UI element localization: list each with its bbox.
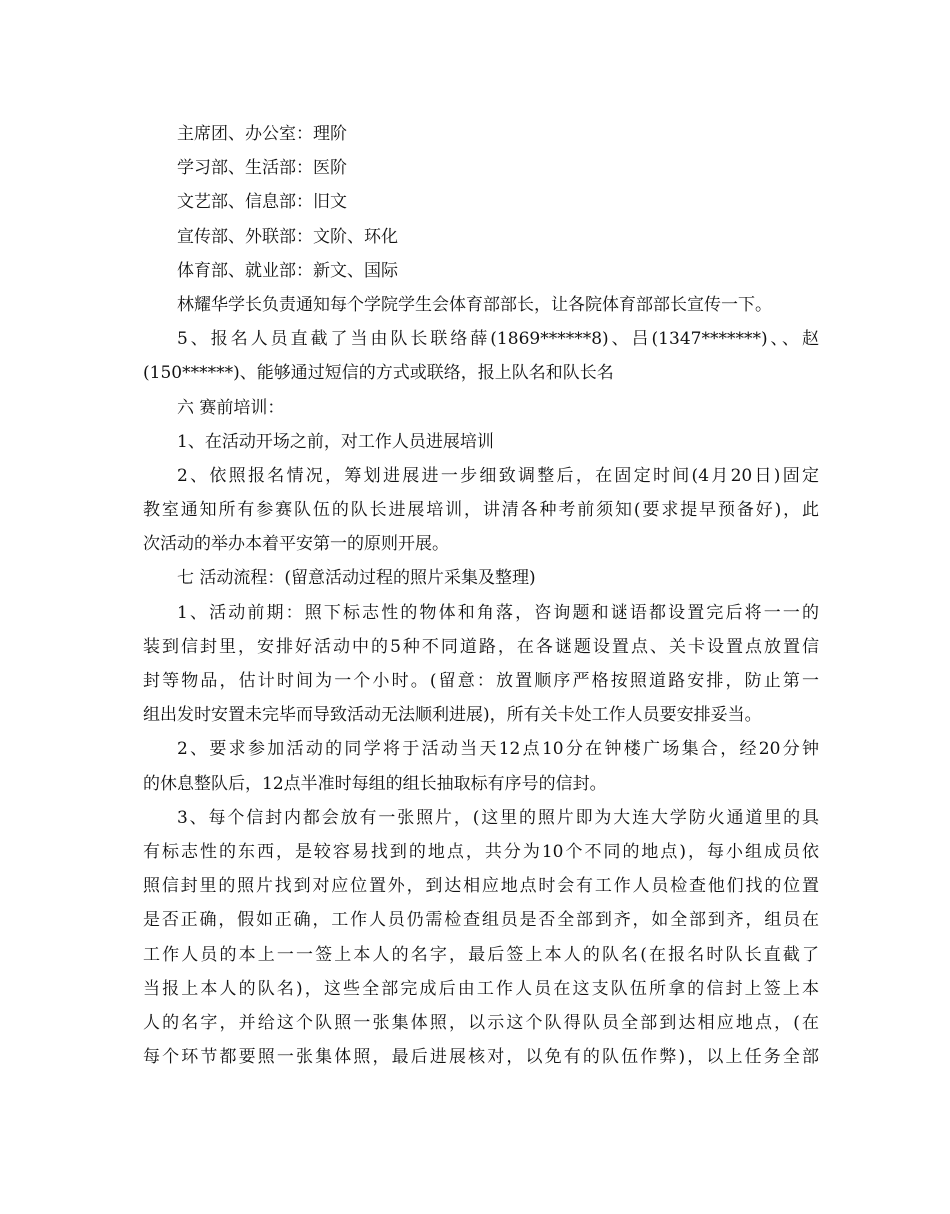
text-line: 每个环节都要照一张集体照，最后进展核对，以免有的队伍作弊)，以上任务全部 (143, 1047, 819, 1068)
text-line: 1、在活动开场之前，对工作人员进展培训 (177, 431, 494, 452)
text-line: 3、每个信封内都会放有一张照片，(这里的照片即为大连大学防火通道里的具 (177, 807, 819, 828)
text-line: 装到信封里，安排好活动中的5种不同道路，在各谜题设置点、关卡设置点放置信 (143, 636, 819, 657)
text-line: 人的名字，并给这个队照一张集体照，以示这个队得队员全部到达相应地点，(在 (143, 1012, 819, 1033)
text-line: 林耀华学长负责通知每个学院学生会体育部部长，让各院体育部部长宣传一下。 (177, 294, 772, 315)
text-line: 照信封里的照片找到对应位置外，到达相应地点时会有工作人员检查他们找的位置 (143, 876, 819, 897)
text-line: 当报上本人的队名)，这些全部完成后由工作人员在这支队伍所拿的信封上签上本 (143, 978, 819, 999)
text-line: (150******)、能够通过短信的方式或联络，报上队名和队长名 (143, 363, 614, 384)
text-line: 的休息整队后，12点半准时每组的组长抽取标有序号的信封。 (143, 773, 607, 794)
section-heading: 六 赛前培训： (177, 397, 285, 418)
text-line: 文艺部、信息部：旧文 (177, 192, 347, 213)
text-line: 主席团、办公室：理阶 (177, 124, 347, 144)
text-line: 是否正确，假如正确，工作人员仍需检查组员是否全部到齐，如全部到齐，组员在 (143, 910, 819, 931)
section-heading: 七 活动流程：(留意活动过程的照片采集及整理) (177, 568, 536, 589)
text-line: 组出发时安置未完毕而导致活动无法顺利进展)，所有关卡处工作人员要安排妥当。 (143, 705, 762, 726)
text-line: 封等物品，估计时间为一个小时。(留意：放置顺序严格按照道路安排，防止第一 (143, 671, 819, 691)
text-line: 宣传部、外联部：文阶、环化 (177, 226, 398, 247)
text-line: 1、活动前期：照下标志性的物体和角落，咨询题和谜语都设置完后将一一的 (177, 602, 819, 623)
text-line: 2、依照报名情况，筹划进展进一步细致调整后，在固定时间(4月20日)固定 (177, 465, 819, 486)
text-line: 次活动的举办本着平安第一的原则开展。 (143, 534, 449, 555)
document-body (143, 117, 819, 1074)
text-line: 教室通知所有参赛队伍的队长进展培训，讲清各种考前须知(要求提早预备好)，此 (143, 500, 819, 521)
text-line: 5、报名人员直截了当由队长联络薛(1869******8)、吕(1347*******)、、赵 (177, 329, 819, 350)
text-line: 2、要求参加活动的同学将于活动当天12点10分在钟楼广场集合，经20分钟 (177, 739, 819, 760)
text-line: 有标志性的东西，是较容易找到的地点，共分为10个不同的地点)，每小组成员依 (143, 841, 819, 862)
text-line: 体育部、就业部：新文、国际 (177, 260, 398, 281)
text-line: 工作人员的本上一一签上本人的名字，最后签上本人的队名(在报名时队长直截了 (143, 944, 819, 965)
text-line: 学习部、生活部：医阶 (177, 158, 347, 179)
